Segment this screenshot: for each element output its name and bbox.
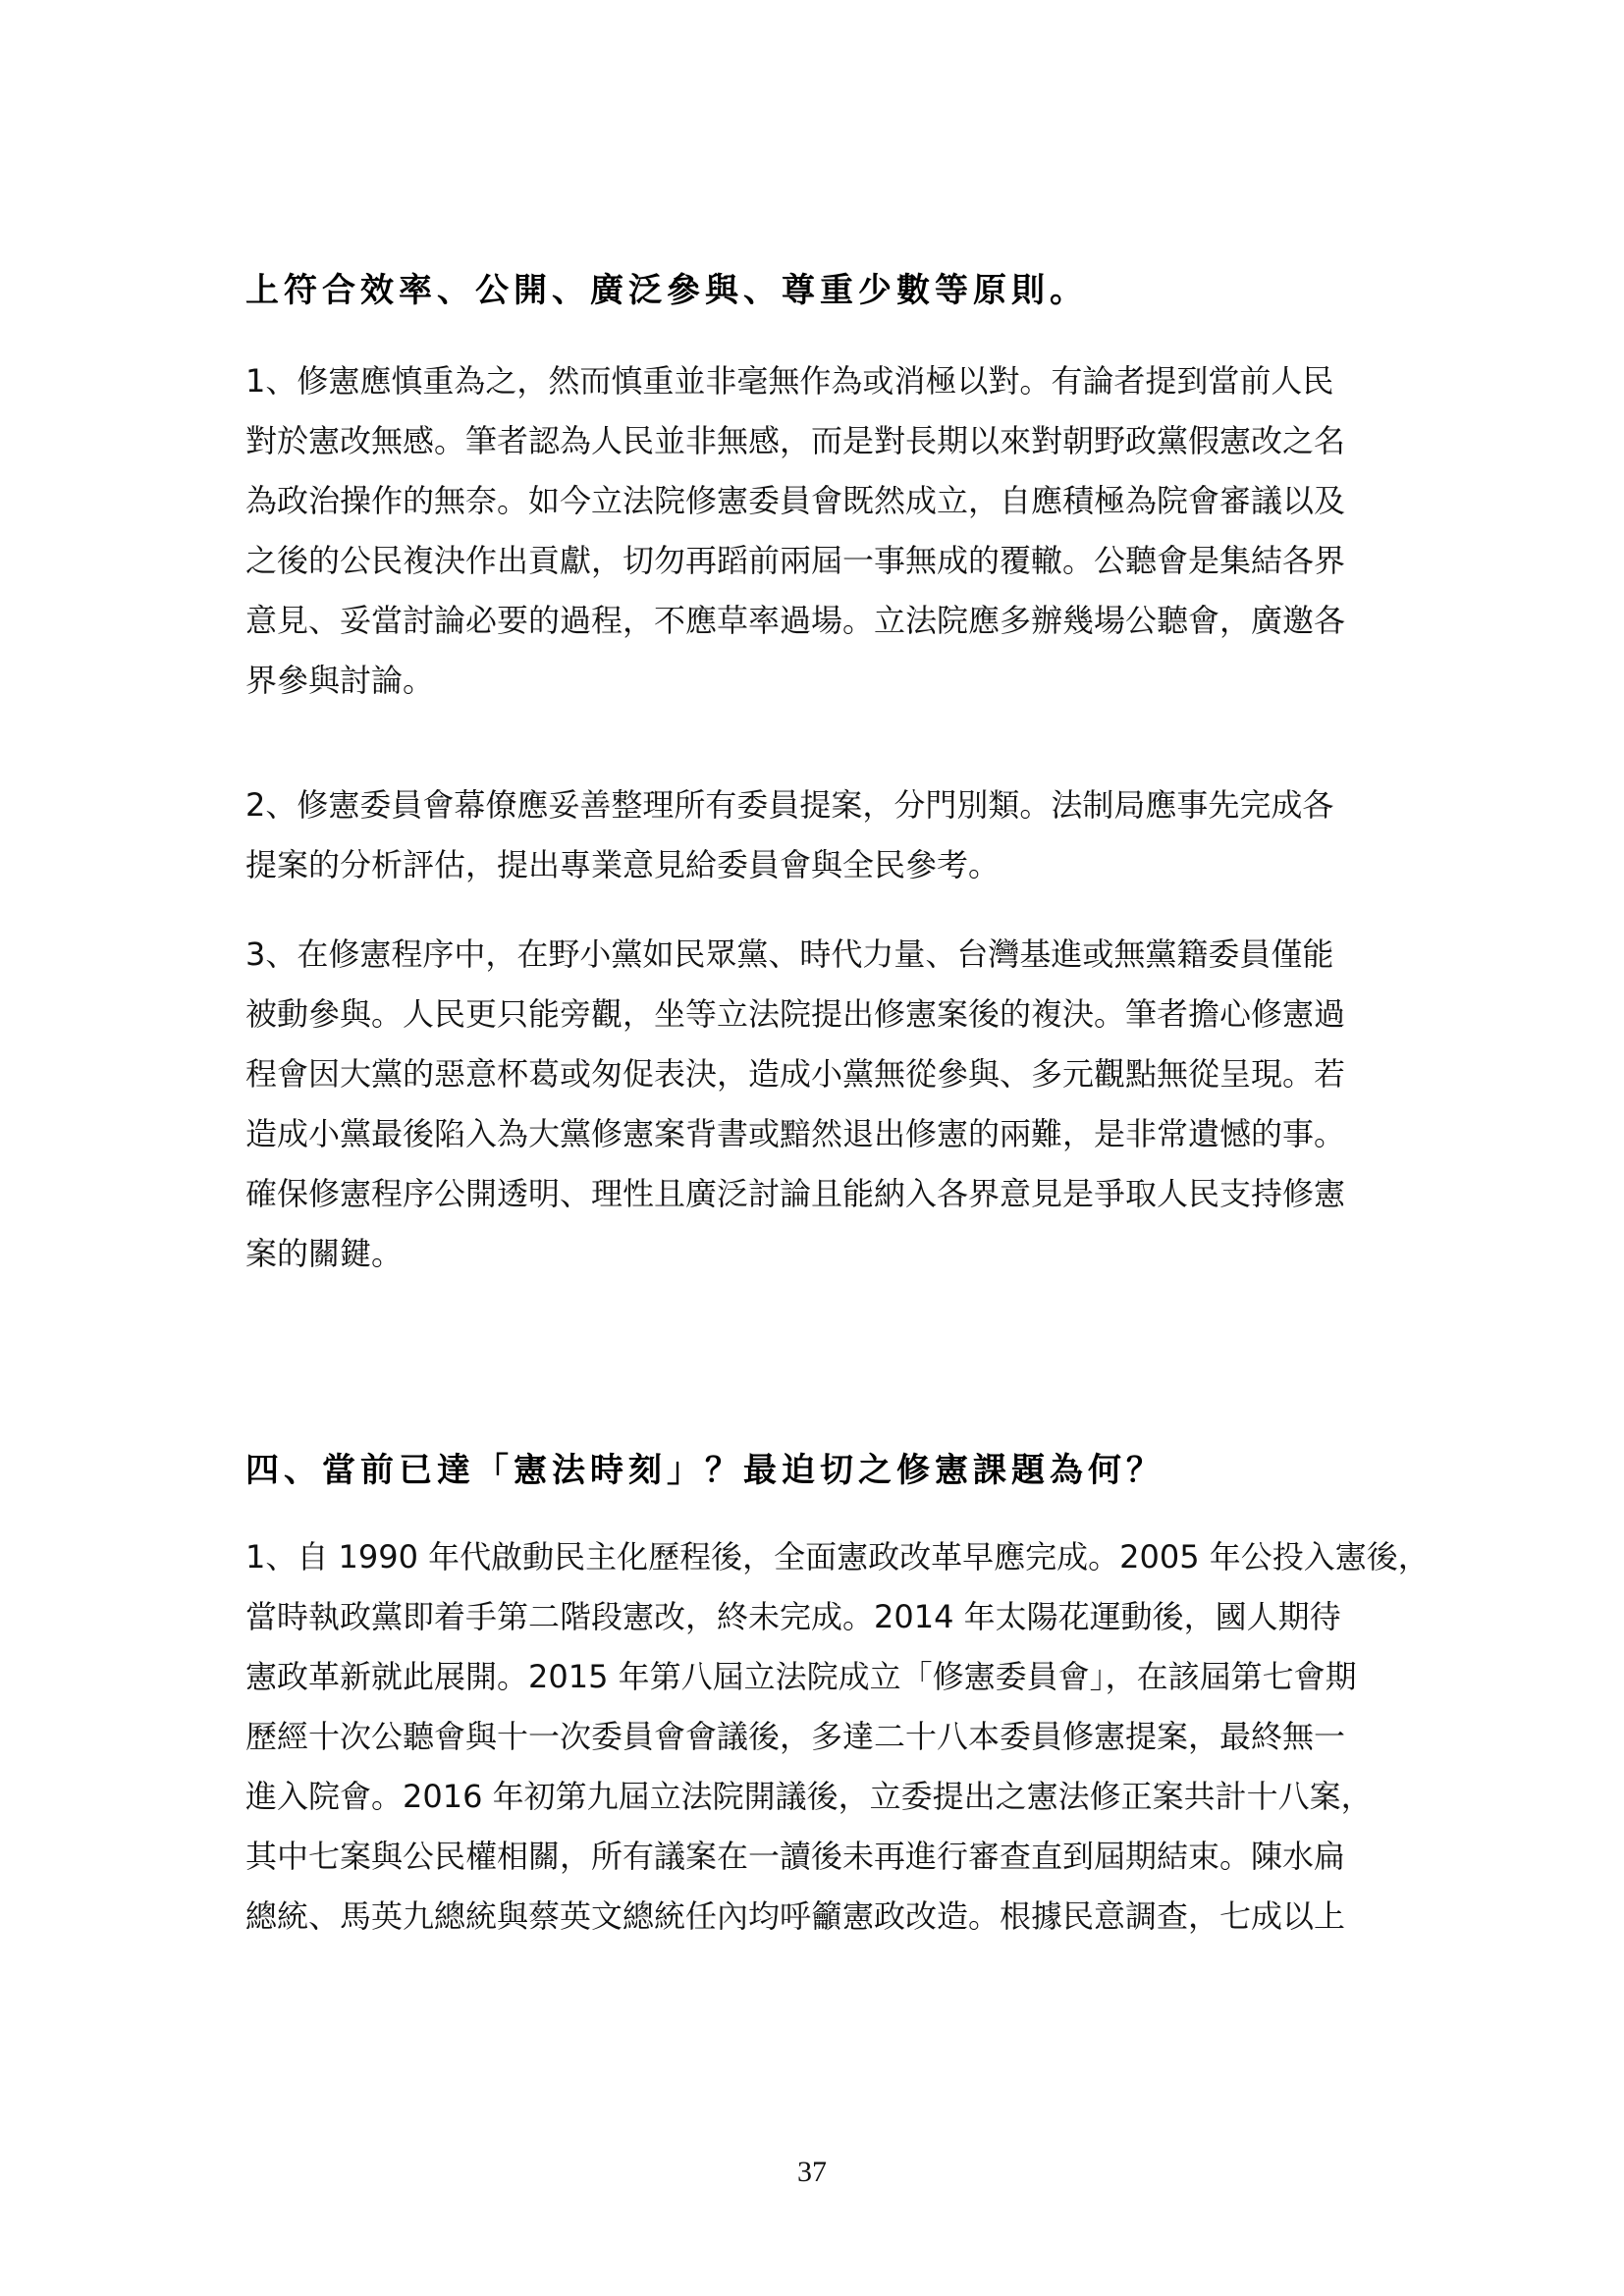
text-line: 界參與討論。 <box>245 662 435 699</box>
paragraph-section3-3 <box>245 925 1394 1284</box>
text-line: 程會因大黨的惡意杯葛或匆促表決，造成小黨無從參與、多元觀點無從呈現。若 <box>245 1055 1346 1093</box>
section-heading-continued: 上符合效率、公開、廣泛參與、尊重少數等原則。 <box>245 271 1088 310</box>
text-line: 為政治操作的無奈。如今立法院修憲委員會既然成立，自應積極為院會審議以及 <box>245 482 1346 519</box>
text-line: 進入院會。2016 年初第九屆立法院開議後，立委提出之憲法修正案共計十八案， <box>245 1778 1373 1815</box>
text-line: 對於憲改無感。筆者認為人民並非無感，而是對長期以來對朝野政黨假憲改之名 <box>245 422 1346 459</box>
text-line: 總統、馬英九總統與蔡英文總統任內均呼籲憲政改造。根據民意調查，七成以上 <box>245 1897 1346 1935</box>
text-line: 提案的分析評估，提出專業意見給委員會與全民參考。 <box>245 846 1001 883</box>
paragraph-section4-1 <box>245 1527 1430 1947</box>
text-line: 被動參與。人民更只能旁觀，坐等立法院提出修憲案後的複決。筆者擔心修憲過 <box>245 995 1346 1033</box>
text-line: 之後的公民複決作出貢獻，切勿再蹈前兩屆一事無成的覆轍。公聽會是集結各界 <box>245 542 1346 579</box>
text-line: 憲政革新就此展開。2015 年第八屆立法院成立「修憲委員會」，在該屆第七會期 <box>245 1658 1357 1695</box>
text-line: 1、修憲應慎重為之，然而慎重並非毫無作為或消極以對。有論者提到當前人民 <box>245 362 1334 400</box>
text-line: 當時執政黨即着手第二階段憲改，終未完成。2014 年太陽花運動後，國人期待 <box>245 1598 1341 1635</box>
paragraph-section3-2 <box>245 775 1394 895</box>
text-line: 歷經十次公聽會與十一次委員會會議後，多達二十八本委員修憲提案，最終無一 <box>245 1718 1346 1755</box>
text-line: 造成小黨最後陷入為大黨修憲案背書或黯然退出修憲的兩難，是非常遺憾的事。 <box>245 1115 1346 1152</box>
text-line: 其中七案與公民權相關，所有議案在一讀後未再進行審查直到屆期結束。陳水扁 <box>245 1838 1346 1875</box>
paragraph-section3-1 <box>245 351 1394 711</box>
text-line: 確保修憲程序公開透明、理性且廣泛討論且能納入各界意見是爭取人民支持修憲 <box>245 1175 1346 1212</box>
text-line: 3、在修憲程序中，在野小黨如民眾黨、時代力量、台灣基進或無黨籍委員僅能 <box>245 935 1334 973</box>
text-line: 1、自 1990 年代啟動民主化歷程後，全面憲政改革早應完成。2005 年公投入憲後， <box>245 1538 1430 1575</box>
text-line: 2、修憲委員會幕僚應妥善整理所有委員提案，分門別類。法制局應事先完成各 <box>245 786 1334 824</box>
text-line: 案的關鍵。 <box>245 1235 404 1272</box>
text-line: 意見、妥當討論必要的過程，不應草率過場。立法院應多辦幾場公聽會，廣邀各 <box>245 602 1346 639</box>
section4-heading: 四、當前已達「憲法時刻」？最迫切之修憲課題為何？ <box>245 1451 1164 1490</box>
page-number: 37 <box>797 2156 827 2188</box>
